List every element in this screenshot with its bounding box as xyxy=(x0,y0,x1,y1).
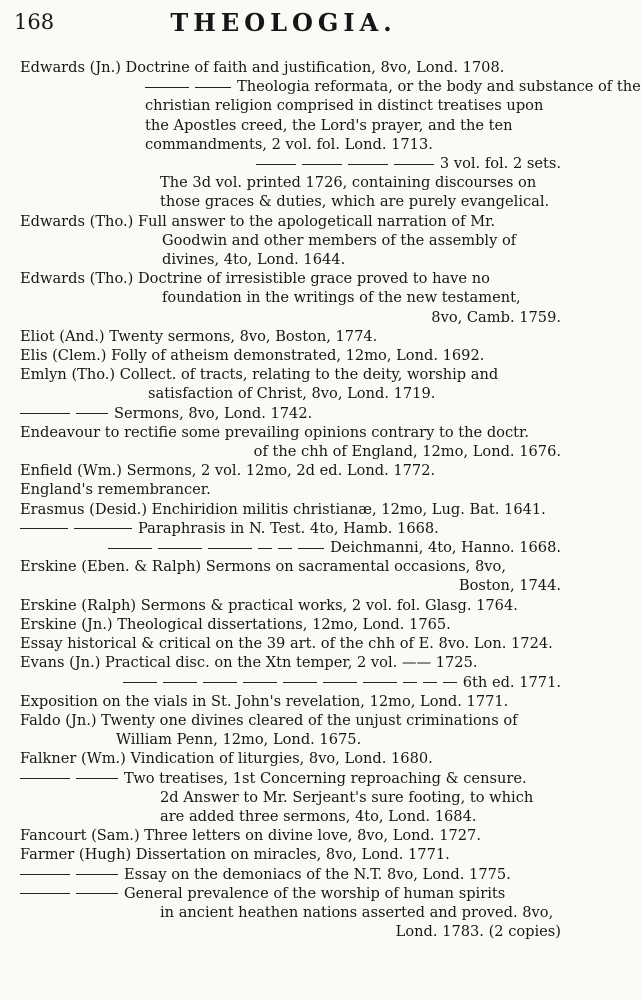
entry-text: satisfaction of Christ, 8vo, Lond. 1719. xyxy=(148,385,436,403)
entry-text: Deichmanni, 4to, Hanno. 1668. xyxy=(330,539,561,557)
entry-list xyxy=(20,58,641,941)
catalogue-entry xyxy=(20,884,561,942)
ditto-dash xyxy=(443,682,457,683)
catalogue-entry xyxy=(20,346,561,365)
entry-text: Emlyn (Tho.) Collect. of tracts, relating to the deity, worship and xyxy=(20,366,499,384)
entry-text: Two treatises, 1st Concerning reproaching & censure. xyxy=(124,769,527,787)
ditto-dash xyxy=(363,682,397,683)
page-header xyxy=(14,4,553,40)
catalogue-entry xyxy=(20,423,561,461)
entry-text: Edwards (Jn.) Doctrine of faith and justification, 8vo, Lond. 1708. xyxy=(20,59,505,76)
ditto-dash xyxy=(208,548,252,549)
catalogue-entry xyxy=(20,519,561,538)
entry-line xyxy=(20,922,561,941)
entry-line xyxy=(20,154,561,173)
entry-line xyxy=(20,730,561,749)
entry-line xyxy=(20,769,561,788)
entry-line xyxy=(20,749,561,768)
ditto-dash xyxy=(76,893,118,894)
ditto-dash xyxy=(283,682,317,683)
entry-text: Eliot (And.) Twenty sermons, 8vo, Boston, 1774. xyxy=(20,327,378,345)
ditto-dash xyxy=(108,548,152,549)
entry-line xyxy=(20,480,561,499)
entry-line xyxy=(20,365,561,384)
entry-text: Erskine (Eben. & Ralph) Sermons on sacramental occasions, 8vo, xyxy=(20,558,506,576)
catalogue-entry xyxy=(20,500,561,519)
catalogue-entry xyxy=(20,711,561,749)
entry-text: 2d Answer to Mr. Serjeant's sure footing, to which xyxy=(160,788,534,806)
entry-line xyxy=(20,404,561,423)
entry-line xyxy=(20,212,561,231)
catalogue-entry xyxy=(20,653,561,672)
entry-text: Edwards (Tho.) Doctrine of irresistible grace proved to have no xyxy=(20,270,490,288)
entry-line xyxy=(20,826,561,845)
entry-line xyxy=(20,807,561,826)
ditto-dash xyxy=(298,548,324,549)
page-number: 168 xyxy=(14,10,55,34)
ditto-dash xyxy=(302,164,342,165)
entry-line xyxy=(20,519,561,538)
entry-line xyxy=(20,845,561,864)
ditto-dash xyxy=(348,164,388,165)
entry-line xyxy=(20,423,561,442)
catalogue-entry xyxy=(20,769,561,827)
entry-text: christian religion comprised in distinct treatises upon xyxy=(145,97,544,115)
catalogue-entry xyxy=(20,538,561,557)
ditto-dash xyxy=(20,528,68,529)
entry-line xyxy=(20,865,561,884)
entry-text: Essay on the demoniacs of the N.T. 8vo, Lond. 1775. xyxy=(124,865,511,883)
catalogue-entry xyxy=(20,212,561,270)
entry-text: Theologia reformata, or the body and substance of the xyxy=(237,78,641,96)
entry-text: Fancourt (Sam.) Three letters on divine love, 8vo, Lond. 1727. xyxy=(20,827,481,845)
entry-line xyxy=(20,384,561,403)
entry-text: Enfield (Wm.) Sermons, 2 vol. 12mo, 2d ed. Lond. 1772. xyxy=(20,462,436,480)
entry-text: Goodwin and other members of the assembly of xyxy=(162,231,517,249)
entry-text: 8vo, Camb. 1759. xyxy=(431,308,561,326)
entry-text: The 3d vol. printed 1726, containing discourses on xyxy=(160,174,537,192)
ditto-dash xyxy=(278,548,292,549)
catalogue-entry xyxy=(20,58,561,77)
entry-line xyxy=(20,576,561,595)
entry-text: William Penn, 12mo, Lond. 1675. xyxy=(116,731,362,749)
entry-text: Edwards (Tho.) Full answer to the apologeticall narration of Mr. xyxy=(20,212,496,230)
entry-text: Essay historical & critical on the 39 art. of the chh of E. 8vo. Lon. 1724. xyxy=(20,635,553,653)
ditto-dash xyxy=(20,413,70,414)
entry-text: 6th ed. 1771. xyxy=(462,673,561,691)
ditto-dash xyxy=(258,548,272,549)
catalogue-entry xyxy=(20,673,561,692)
entry-line xyxy=(20,634,561,653)
catalogue-entry xyxy=(20,826,561,845)
entry-text: are added three sermons, 4to, Lond. 1684. xyxy=(160,807,477,825)
entry-line xyxy=(20,135,561,154)
entry-line xyxy=(20,442,561,461)
catalogue-entry xyxy=(20,749,561,768)
entry-text: 3 vol. fol. 2 sets. xyxy=(439,155,561,173)
entry-text: Evans (Jn.) Practical disc. on the Xtn temper, 2 vol. —— 1725. xyxy=(20,654,478,672)
ditto-dash xyxy=(256,164,296,165)
entry-text: Farmer (Hugh) Dissertation on miracles, 8vo, Lond. 1771. xyxy=(20,846,450,864)
catalogue-entry xyxy=(20,865,561,884)
ditto-dash xyxy=(203,682,237,683)
ditto-dash xyxy=(76,778,118,779)
entry-line xyxy=(20,173,561,192)
entry-text: Exposition on the vials in St. John's revelation, 12mo, Lond. 1771. xyxy=(20,692,509,710)
entry-line xyxy=(20,116,561,135)
catalogue-entry xyxy=(20,634,561,653)
entry-line xyxy=(20,692,561,711)
entry-text: Erasmus (Desid.) Enchiridion militis christianæ, 12mo, Lug. Bat. 1641. xyxy=(20,500,546,518)
entry-text: commandments, 2 vol. fol. Lond. 1713. xyxy=(145,135,433,153)
ditto-dash xyxy=(145,87,189,88)
catalogue-entry xyxy=(20,327,561,346)
entry-line xyxy=(20,288,561,307)
catalogue-entry xyxy=(20,692,561,711)
entry-line xyxy=(20,192,561,211)
entry-text: of the chh of England, 12mo, Lond. 1676. xyxy=(253,443,561,461)
entry-line xyxy=(20,231,561,250)
ditto-dash xyxy=(123,682,157,683)
ditto-dash xyxy=(20,778,70,779)
entry-text: Boston, 1744. xyxy=(458,577,561,595)
entry-text: Endeavour to rectifie some prevailing opinions contrary to the doctr. xyxy=(20,423,530,441)
entry-line xyxy=(20,77,641,96)
catalogue-entry xyxy=(20,461,561,480)
entry-line xyxy=(20,557,561,576)
catalogue-entry xyxy=(20,269,561,327)
ditto-dash xyxy=(195,87,231,88)
catalogue-entry xyxy=(20,596,561,615)
entry-line xyxy=(20,903,561,922)
ditto-dash xyxy=(20,893,70,894)
entry-line xyxy=(20,500,561,519)
entry-line xyxy=(20,58,561,77)
entry-line xyxy=(20,884,561,903)
ditto-dash xyxy=(423,682,437,683)
entry-text: Sermons, 8vo, Lond. 1742. xyxy=(114,404,313,422)
entry-text: General prevalence of the worship of human spirits xyxy=(124,884,506,902)
entry-line xyxy=(20,673,561,692)
catalogue-entry xyxy=(20,365,561,403)
entry-text: Faldo (Jn.) Twenty one divines cleared of the unjust criminations of xyxy=(20,711,518,729)
entry-text: in ancient heathen nations asserted and proved. 8vo, xyxy=(160,903,554,921)
entry-text: England's remembrancer. xyxy=(20,481,211,499)
catalogue-entry xyxy=(20,845,561,864)
entry-line xyxy=(20,327,561,346)
entry-line xyxy=(20,711,561,730)
entry-text: the Apostles creed, the Lord's prayer, and the ten xyxy=(145,116,513,134)
ditto-dash xyxy=(76,413,108,414)
ditto-dash xyxy=(323,682,357,683)
entry-text: Elis (Clem.) Folly of atheism demonstrated, 12mo, Lond. 1692. xyxy=(20,347,485,365)
ditto-dash xyxy=(158,548,202,549)
entry-line xyxy=(20,615,561,634)
ditto-dash xyxy=(163,682,197,683)
entry-line xyxy=(20,788,561,807)
ditto-dash xyxy=(394,164,434,165)
entry-line xyxy=(20,308,561,327)
ditto-dash xyxy=(243,682,277,683)
entry-line xyxy=(20,538,561,557)
entry-text: Paraphrasis in N. Test. 4to, Hamb. 1668. xyxy=(138,519,439,537)
ditto-dash xyxy=(74,528,132,529)
catalogue-entry xyxy=(20,404,561,423)
catalogue-entry xyxy=(20,77,641,154)
entry-text: divines, 4to, Lond. 1644. xyxy=(162,251,346,269)
entry-line xyxy=(20,596,561,615)
entry-text: Falkner (Wm.) Vindication of liturgies, 8vo, Lond. 1680. xyxy=(20,750,433,768)
entry-line xyxy=(20,96,561,115)
entry-text: Erskine (Jn.) Theological dissertations, 12mo, Lond. 1765. xyxy=(20,615,451,633)
ditto-dash xyxy=(76,874,118,875)
entry-line xyxy=(20,653,561,672)
catalogue-entry xyxy=(20,480,561,499)
entry-line xyxy=(20,250,561,269)
catalogue-entry xyxy=(20,557,561,595)
running-title: THEOLOGIA. xyxy=(170,8,397,37)
entry-text: Erskine (Ralph) Sermons & practical works, 2 vol. fol. Glasg. 1764. xyxy=(20,596,518,614)
catalogue-entry xyxy=(20,154,561,212)
entry-line xyxy=(20,269,561,288)
ditto-dash xyxy=(403,682,417,683)
entry-line xyxy=(20,346,561,365)
catalogue-entry xyxy=(20,615,561,634)
entry-text: those graces & duties, which are purely evangelical. xyxy=(160,193,550,211)
ditto-dash xyxy=(20,874,70,875)
entry-line xyxy=(20,461,561,480)
entry-text: Lond. 1783. (2 copies) xyxy=(395,923,561,941)
entry-text: foundation in the writings of the new testament, xyxy=(162,289,521,307)
